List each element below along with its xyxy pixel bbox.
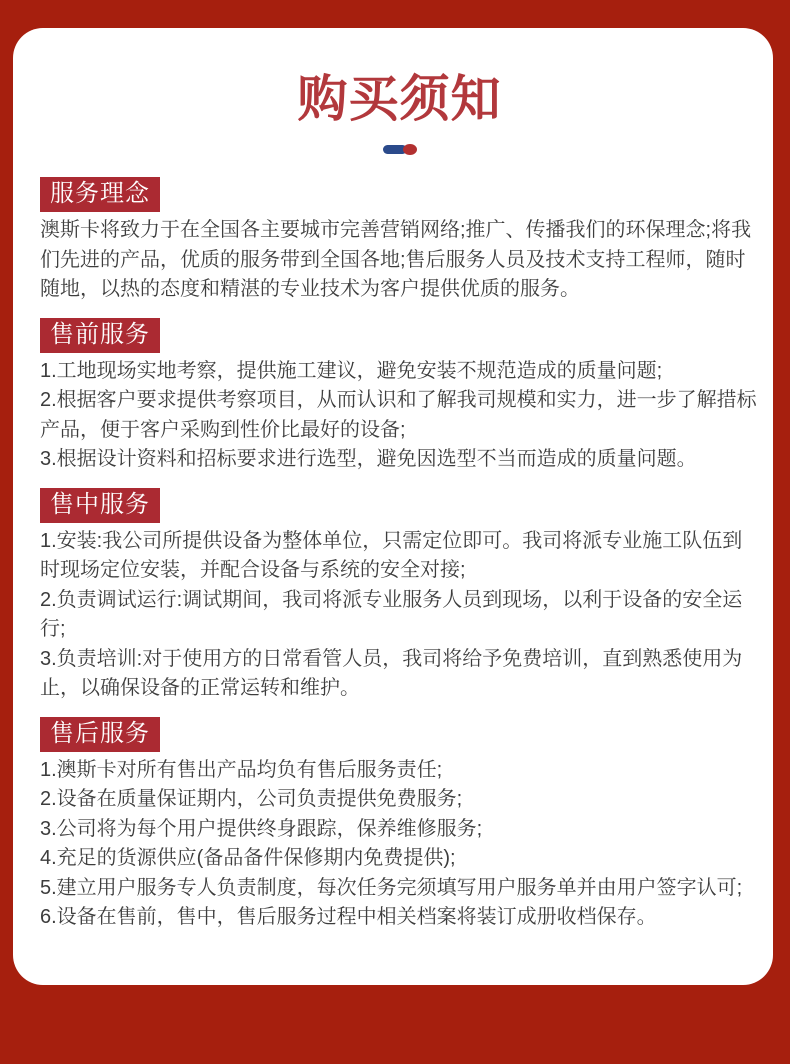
section-item: 4.充足的货源供应(备品备件保修期内免费提供);: [40, 847, 456, 869]
section-heading-badge: 售前服务: [40, 318, 160, 353]
service-section: [40, 717, 759, 933]
sections-container: [40, 177, 759, 933]
section-item: 1.工地现场实地考察，提供施工建议，避免安装不规范造成的质量问题;: [40, 359, 663, 382]
section-item: 3.公司将为每个用户提供终身跟踪，保养维修服务;: [40, 817, 483, 840]
section-item: 5.建立用户服务专人负责制度，每次任务完须填写用户服务单并由用户签字认可;: [40, 876, 743, 899]
section-heading-badge: 售中服务: [40, 488, 160, 523]
section-item: 3.负责培训:对于使用方的日常看管人员，我司将给予免费培训，直到熟悉使用为止，以确保设备的正常运转和维护。: [40, 647, 743, 699]
divider-red-dot-icon: [403, 144, 417, 155]
section-item: 2.负责调试运行:调试期间，我司将派专业服务人员到现场，以利于设备的安全运行;: [40, 588, 743, 640]
notice-card: [13, 28, 773, 985]
section-items: [40, 756, 759, 933]
section-item: 2.设备在质量保证期内，公司负责提供免费服务;: [40, 788, 463, 810]
section-item: 6.设备在售前，售中，售后服务过程中相关档案将装订成册收档保存。: [40, 906, 657, 928]
title-divider: [40, 143, 759, 155]
section-items: [40, 357, 759, 475]
section-items: [40, 216, 759, 305]
page-title: 购买须知: [297, 71, 502, 127]
section-heading-badge: 售后服务: [40, 717, 160, 752]
section-item: 1.澳斯卡对所有售出产品均负有售后服务责任;: [40, 758, 443, 781]
service-section: [40, 318, 759, 475]
section-item: 澳斯卡将致力于在全国各主要城市完善营销网络;推广、传播我们的环保理念;将我们先进的产品，优质的服务带到全国各地;售后服务人员及技术支持工程师，随时随地，以热的态度和精湛的专业技术为客户提供优质的服务。: [40, 219, 752, 300]
section-item: 1.安装:我公司所提供设备为整体单位，只需定位即可。我司将派专业施工队伍到时现场定位安装，并配合设备与系统的安全对接;: [40, 529, 743, 581]
section-item: 2.根据客户要求提供考察项目，从而认识和了解我司规模和实力，进一步了解措标产品，便于客户采购到性价比最好的设备;: [40, 389, 757, 441]
section-item: 3.根据设计资料和招标要求进行选型，避免因选型不当而造成的质量问题。: [40, 448, 697, 470]
service-section: [40, 177, 759, 305]
section-heading-badge: 服务理念: [40, 177, 160, 212]
service-section: [40, 488, 759, 704]
section-items: [40, 527, 759, 704]
